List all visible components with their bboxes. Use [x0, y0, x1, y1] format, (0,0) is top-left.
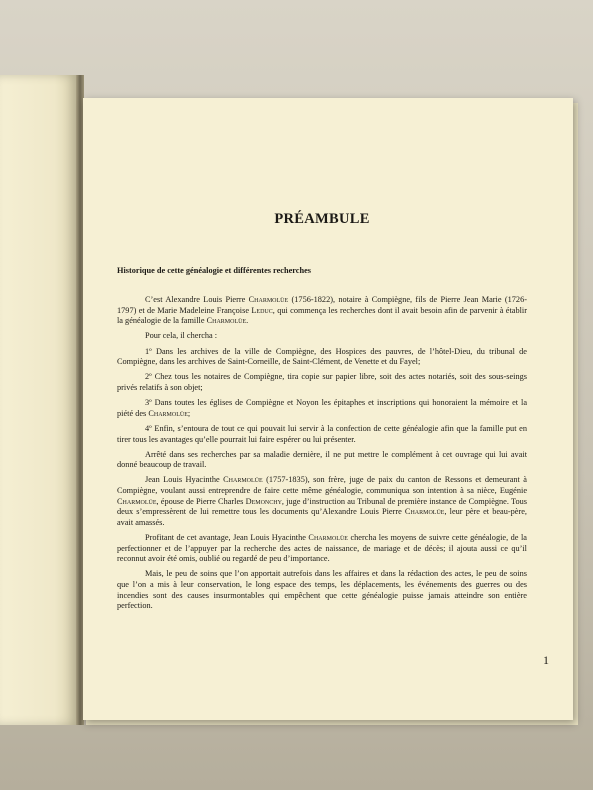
section-heading: Historique de cette généalogie et différentes recherches — [117, 266, 311, 275]
paragraph — [117, 475, 527, 528]
text-run: , leur père et beau-père, avait amassés. — [117, 507, 528, 527]
family-name: Charmolüe — [117, 496, 157, 506]
text-run: ; — [187, 408, 191, 418]
left-page-edge — [0, 75, 78, 725]
text-run: , épouse de Pierre Charles — [156, 496, 246, 506]
page-number: 1 — [543, 653, 549, 667]
text-run: Profitant de cet avantage, Jean Louis Hyacinthe — [145, 533, 309, 543]
paragraph — [117, 331, 527, 342]
family-name: Charmolüe — [148, 408, 188, 418]
text-run: Pour cela, il chercha : — [145, 331, 218, 341]
text-run: 3º Dans toutes les églises de Compiègne et Noyon les épitaphes et inscriptions qui honoraient la mémoire et la piété des — [117, 398, 527, 418]
family-name: Demonchy — [245, 496, 282, 506]
text-run: chercha les moyens de suivre cette généalogie, de la perfectionner et de l’appuyer par la recherche des actes de naissance, de mariage et de décès; il ajouta aussi ce qu’il reconnut avoir été omis, oublié ou regardé de peu d’importance. — [117, 533, 527, 564]
paragraph — [117, 372, 527, 393]
family-name: Charmolüe — [308, 533, 348, 543]
text-run: (1757-1835), son frère, juge de paix du canton de Ressons et demeurant à Compiègne, voulant aussi entreprendre de faire cette même généalogie, communiqua son intention à sa nièce, Eugénie — [117, 475, 527, 496]
text-run: Mais, le peu de soins que l’on apportait autrefois dans les affaires et dans la rédaction des actes, le peu de soins que l’on a mis à leur conservation, le long espace des temps, les déplacements, les événements des guerres ou des incendies sont des causes insurmontables qui empêchent que cette généalogie puisse jamais atteindre son entière perfection. — [117, 569, 527, 611]
paragraph — [117, 295, 527, 327]
paragraph — [117, 533, 527, 565]
family-name: Charmolüe — [404, 507, 445, 517]
paragraph — [117, 450, 527, 471]
family-name: Charmolüe — [206, 316, 247, 326]
text-run: 1º Dans les archives de la ville de Compiègne, des Hospices des pauvres, de l’hôtel-Dieu, du tribunal de Compiègne, dans les archives de Saint-Corneille, de Saint-Clément, de Venette et du Fayel; — [117, 346, 527, 367]
text-run: (1756-1822), notaire à Compiègne, fils de Pierre Jean Marie (1726-1797) et de Marie Madeleine Françoise — [117, 295, 527, 315]
book-page — [83, 98, 573, 720]
paragraph — [117, 347, 527, 368]
family-name: Leduc — [251, 305, 273, 315]
family-name: Charmolüe — [248, 295, 289, 304]
family-name: Charmolüe — [223, 475, 263, 485]
text-run: . — [246, 316, 249, 326]
text-run: Arrêté dans ses recherches par sa maladie dernière, il ne put mettre le complément à cet ouvrage qui lui avait donné beaucoup de travail. — [117, 449, 527, 470]
text-run: , qui commença les recherches dont il avait besoin afin de parvenir à établir la généalogie de la famille — [117, 305, 527, 326]
page-title: PRÉAMBULE — [274, 211, 370, 227]
text-run: Jean Louis Hyacinthe — [145, 475, 224, 485]
body-text — [117, 295, 527, 616]
text-run: C’est Alexandre Louis Pierre — [145, 295, 249, 304]
paragraph — [117, 424, 527, 445]
text-run: 4º Enfin, s’entoura de tout ce qui pouvait lui servir à la confection de cette généalogie afin que la famille put en tirer tous les avantages qu’elle pourrait lui faire espérer ou lui présenter. — [117, 423, 527, 444]
text-run: 2º Chez tous les notaires de Compiègne, tira copie sur papier libre, soit des actes notariés, soit des sous-seings privés relatifs à son objet; — [117, 372, 527, 392]
paragraph — [117, 398, 527, 419]
paragraph — [117, 569, 527, 611]
text-run: , juge d’instruction au Tribunal de première instance de Compiègne. Tous deux s’empressèrent de lui remettre tous les documents qu’Alexandre Louis Pierre — [117, 496, 527, 517]
